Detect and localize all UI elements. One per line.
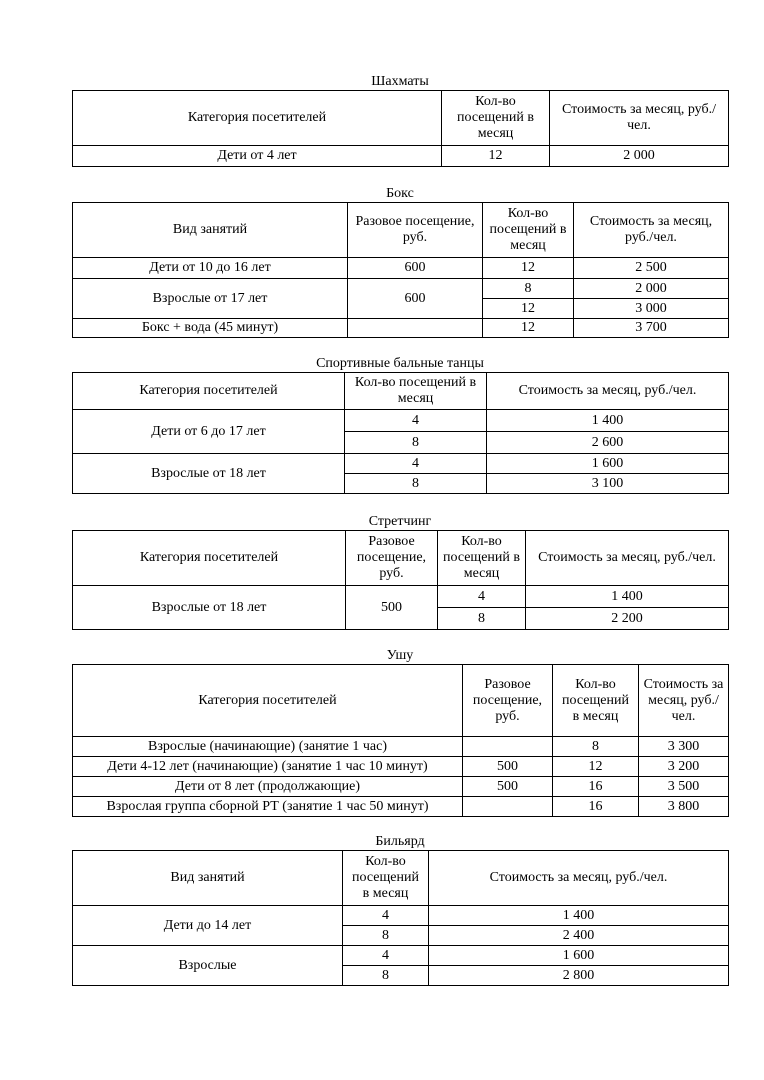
price-cell: 3 100 [487, 474, 729, 494]
table-header-row [73, 203, 729, 258]
header-cell: Категория посетителей [73, 665, 463, 737]
header-cell: Кол-во посещений в месяц [343, 851, 429, 906]
table-row [73, 946, 729, 966]
wushu-title: Ушу [386, 648, 414, 663]
single-visit-cell: 600 [348, 279, 483, 319]
table-header-row [73, 665, 729, 737]
chess-table [72, 90, 729, 167]
table-row [73, 454, 729, 474]
price-cell: 1 600 [487, 454, 729, 474]
table-row [73, 319, 729, 338]
category-cell: Бокс + вода (45 минут) [73, 319, 348, 338]
visits-cell: 12 [483, 258, 574, 279]
category-cell: Дети до 14 лет [73, 906, 343, 946]
table-row [73, 777, 729, 797]
stretching-table [72, 530, 729, 630]
visits-cell: 8 [483, 279, 574, 299]
header-cell: Разовое посещение, руб. [346, 531, 438, 586]
category-cell: Взрослые (начинающие) (занятие 1 час) [73, 737, 463, 757]
category-cell: Дети от 8 лет (продолжающие) [73, 777, 463, 797]
single-visit-cell: 600 [348, 258, 483, 279]
visits-cell: 4 [343, 946, 429, 966]
table-row [73, 410, 729, 432]
visits-cell: 4 [345, 454, 487, 474]
price-cell: 3 800 [639, 797, 729, 817]
price-cell: 2 000 [550, 146, 729, 167]
visits-cell: 12 [483, 299, 574, 319]
table-header-row [73, 373, 729, 410]
visits-cell: 12 [442, 146, 550, 167]
header-cell: Стоимость за месяц, руб./чел. [550, 91, 729, 146]
header-cell: Стоимость за месяц, руб./чел. [526, 531, 729, 586]
visits-cell: 4 [345, 410, 487, 432]
header-cell: Категория посетителей [73, 531, 346, 586]
category-cell: Взрослые от 18 лет [73, 586, 346, 630]
chess-section [72, 74, 728, 167]
category-cell: Дети от 10 до 16 лет [73, 258, 348, 279]
header-cell: Категория посетителей [73, 373, 345, 410]
visits-cell: 8 [553, 737, 639, 757]
header-cell: Кол-во посещений в месяц [553, 665, 639, 737]
table-row [73, 146, 729, 167]
price-cell: 3 300 [639, 737, 729, 757]
wushu-section [72, 648, 728, 817]
visits-cell: 16 [553, 777, 639, 797]
header-cell: Стоимость за месяц, руб./чел. [574, 203, 729, 258]
chess-title: Шахматы [371, 74, 429, 89]
billiards-title: Бильярд [375, 834, 425, 849]
dance-title: Спортивные бальные танцы [316, 356, 484, 371]
stretching-section [72, 514, 728, 630]
table-row [73, 258, 729, 279]
boxing-section [72, 186, 728, 338]
single-visit-cell: 500 [346, 586, 438, 630]
visits-cell: 8 [345, 474, 487, 494]
category-cell: Дети 4-12 лет (начинающие) (занятие 1 час 10 минут) [73, 757, 463, 777]
price-cell: 1 400 [526, 586, 729, 608]
header-cell: Кол-во посещений в месяц [345, 373, 487, 410]
price-cell: 3 700 [574, 319, 729, 338]
price-cell: 3 200 [639, 757, 729, 777]
header-cell: Стоимость за месяц, руб./чел. [487, 373, 729, 410]
header-cell: Разовое посещение, руб. [463, 665, 553, 737]
table-header-row [73, 851, 729, 906]
header-cell: Кол-во посещений в месяц [483, 203, 574, 258]
visits-cell: 8 [345, 432, 487, 454]
boxing-table [72, 202, 729, 338]
table-row [73, 586, 729, 608]
visits-cell: 8 [343, 926, 429, 946]
price-cell: 2 000 [574, 279, 729, 299]
header-cell: Разовое посещение, руб. [348, 203, 483, 258]
billiards-section [72, 834, 728, 986]
header-cell: Категория посетителей [73, 91, 442, 146]
price-cell: 1 400 [429, 906, 729, 926]
boxing-title: Бокс [386, 186, 414, 201]
table-row [73, 757, 729, 777]
single-visit-cell [463, 797, 553, 817]
price-cell: 2 400 [429, 926, 729, 946]
table-row [73, 797, 729, 817]
visits-cell: 8 [438, 608, 526, 630]
visits-cell: 12 [553, 757, 639, 777]
table-header-row [73, 91, 729, 146]
table-row [73, 906, 729, 926]
header-cell: Вид занятий [73, 203, 348, 258]
single-visit-cell [463, 737, 553, 757]
table-header-row [73, 531, 729, 586]
price-cell: 2 800 [429, 966, 729, 986]
wushu-table [72, 664, 729, 817]
billiards-table [72, 850, 729, 986]
category-cell: Дети от 4 лет [73, 146, 442, 167]
price-cell: 2 500 [574, 258, 729, 279]
price-cell: 1 600 [429, 946, 729, 966]
single-visit-cell [348, 319, 483, 338]
dance-table [72, 372, 729, 494]
header-cell: Вид занятий [73, 851, 343, 906]
header-cell: Стоимость за месяц, руб./чел. [429, 851, 729, 906]
category-cell: Взрослые от 18 лет [73, 454, 345, 494]
price-cell: 2 200 [526, 608, 729, 630]
price-cell: 1 400 [487, 410, 729, 432]
single-visit-cell: 500 [463, 777, 553, 797]
header-cell: Кол-во посещений в месяц [442, 91, 550, 146]
category-cell: Взрослая группа сборной РТ (занятие 1 час 50 минут) [73, 797, 463, 817]
dance-section [72, 356, 728, 494]
single-visit-cell: 500 [463, 757, 553, 777]
visits-cell: 16 [553, 797, 639, 817]
stretching-title: Стретчинг [368, 514, 432, 529]
visits-cell: 12 [483, 319, 574, 338]
table-row [73, 279, 729, 299]
header-cell: Стоимость за месяц, руб./чел. [639, 665, 729, 737]
category-cell: Взрослые от 17 лет [73, 279, 348, 319]
header-cell: Кол-во посещений в месяц [438, 531, 526, 586]
visits-cell: 8 [343, 966, 429, 986]
table-row [73, 737, 729, 757]
price-cell: 3 500 [639, 777, 729, 797]
category-cell: Дети от 6 до 17 лет [73, 410, 345, 454]
price-cell: 2 600 [487, 432, 729, 454]
category-cell: Взрослые [73, 946, 343, 986]
visits-cell: 4 [438, 586, 526, 608]
visits-cell: 4 [343, 906, 429, 926]
price-cell: 3 000 [574, 299, 729, 319]
